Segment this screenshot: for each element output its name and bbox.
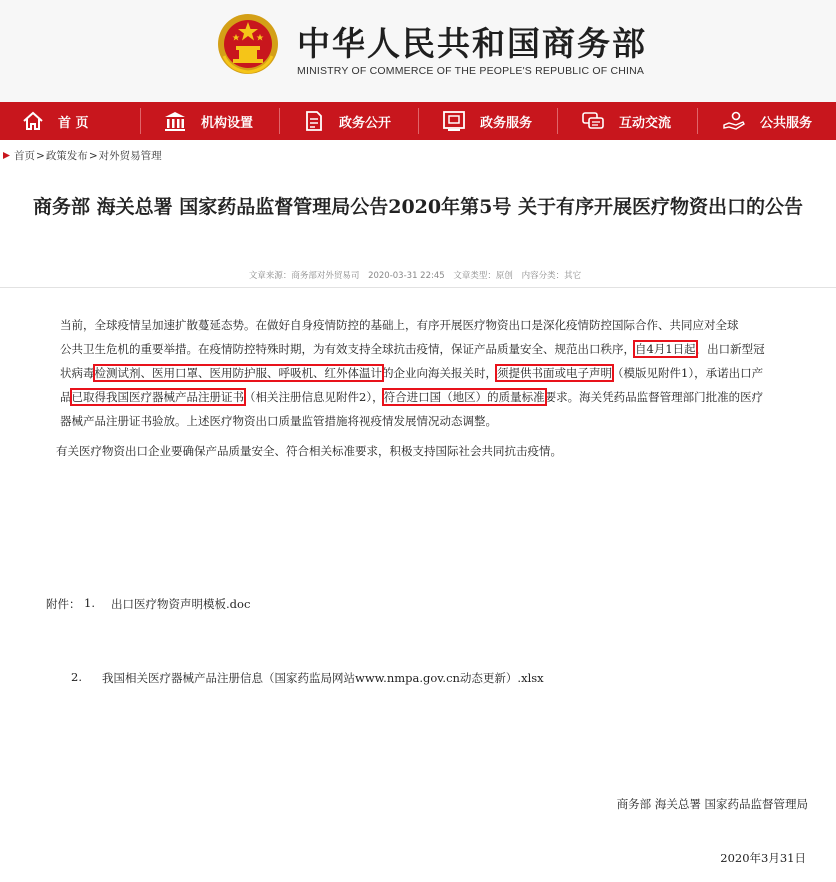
meta-source: 商务部对外贸易司 (291, 271, 360, 281)
meta-type-label: 文章类型： (453, 271, 496, 281)
meta-category-label: 内容分类： (521, 271, 565, 281)
site-title-cn: 中华人民共和国商务部 (297, 24, 647, 63)
text: （相关注册信息见附件2）， (244, 390, 384, 404)
triangle-marker-icon (2, 151, 11, 160)
text: 的企业向海关报关时， (382, 366, 497, 380)
title-divider (0, 287, 836, 288)
home-icon (22, 110, 44, 132)
signature-agencies: 商务部 海关总署 国家药品监督管理局 (616, 797, 808, 811)
meta-category: 其它 (564, 271, 582, 281)
signature-date: 2020年3月31日 (720, 851, 806, 865)
highlight-product-list: 检测试剂、医用口罩、医用防护服、呼吸机、红外体温计 (94, 366, 382, 380)
meta-type: 原创 (495, 271, 513, 281)
para2: 有关医疗物资出口企业要确保产品质量安全、符合相关标准要求，积极支持国际社会共同抗击疫情。 (56, 444, 562, 458)
hand-service-icon (722, 110, 746, 132)
nav-label: 政务公开 (339, 115, 392, 131)
nav-divider (279, 108, 280, 134)
national-emblem-icon[interactable] (216, 12, 280, 76)
attachment-number: 1. (84, 596, 95, 610)
nav-item-gov-services[interactable] (442, 102, 532, 140)
article-title: 商务部 海关总署 国家药品监督管理局公告2020年第5号 关于有序开展医疗物资出口的公告 (33, 196, 803, 218)
text: （模版见附件1），承诺出口产 (612, 366, 764, 380)
attachment-link-registration-info[interactable]: 我国相关医疗器械产品注册信息（国家药监局网站www.nmpa.gov.cn动态更新）.xlsx (102, 671, 544, 685)
attachments-label: 附件： (46, 597, 81, 611)
para1-line4 (60, 386, 763, 410)
highlight-quality-standard: 符合进口国（地区）的质量标准 (383, 390, 545, 404)
para1-line1: 当前，全球疫情呈加速扩散蔓延态势。在做好自身疫情防控的基础上，有序开展医疗物资出口是深化疫情防控国际合作、共同应对全球 (60, 318, 739, 332)
highlight-date: 自4月1日起 (635, 342, 696, 356)
para1-line2 (60, 338, 765, 362)
nav-item-organization[interactable] (163, 102, 253, 140)
site-title-en: MINISTRY OF COMMERCE OF THE PEOPLE'S REPUBLIC OF CHINA (297, 65, 645, 77)
breadcrumb-separator: > (88, 149, 98, 162)
attachment-link-declaration-template[interactable]: 出口医疗物资声明模板.doc (111, 597, 251, 611)
breadcrumb-separator: > (36, 149, 45, 162)
attachment-number: 2. (71, 670, 82, 684)
chat-icon (581, 110, 605, 132)
nav-label: 政务服务 (480, 115, 533, 131)
breadcrumb-home[interactable]: 首页 (14, 150, 35, 162)
breadcrumb-policy-release[interactable]: 政策发布 (45, 150, 88, 162)
building-icon (163, 110, 187, 132)
nav-item-interaction[interactable] (581, 102, 671, 140)
text: 公共卫生危机的重要举措。在疫情防控特殊时期，为有效支持全球抗击疫情，保证产品质量安全、规范出口秩序， (60, 342, 635, 356)
breadcrumb-foreign-trade[interactable]: 对外贸易管理 (98, 150, 162, 162)
nav-label: 机构设置 (201, 115, 254, 131)
nav-divider (697, 108, 698, 134)
nav-label: 首 页 (58, 115, 89, 131)
nav-item-home[interactable] (22, 102, 89, 140)
nav-divider (557, 108, 558, 134)
nav-label: 公共服务 (760, 115, 813, 131)
breadcrumb (2, 148, 162, 163)
highlight-declaration: 须提供书面或电子声明 (497, 366, 612, 380)
nav-item-public-services[interactable] (722, 102, 812, 140)
text: 品 (60, 390, 72, 404)
meta-date: 2020-03-31 22:45 (368, 271, 445, 281)
main-nav (0, 102, 836, 140)
nav-divider (418, 108, 419, 134)
meta-source-label: 文章来源： (248, 271, 292, 281)
text: ，出口新型冠 (695, 342, 765, 356)
nav-divider (140, 108, 141, 134)
document-icon (303, 110, 325, 132)
site-header (0, 0, 836, 102)
nav-item-gov-affairs-open[interactable] (303, 102, 391, 140)
highlight-registration-cert: 已取得我国医疗器械产品注册证书 (71, 390, 244, 404)
nav-label: 互动交流 (619, 115, 672, 131)
text: 要求。海关凭药品监督管理部门批准的医疗 (544, 390, 764, 404)
para1-line3 (60, 362, 763, 386)
para1-line5: 器械产品注册证书验放。上述医疗物资出口质量监管措施将视疫情发展情况动态调整。 (60, 414, 497, 428)
service-window-icon (442, 110, 466, 132)
article-meta (0, 269, 836, 281)
text: 状病毒 (60, 366, 95, 380)
